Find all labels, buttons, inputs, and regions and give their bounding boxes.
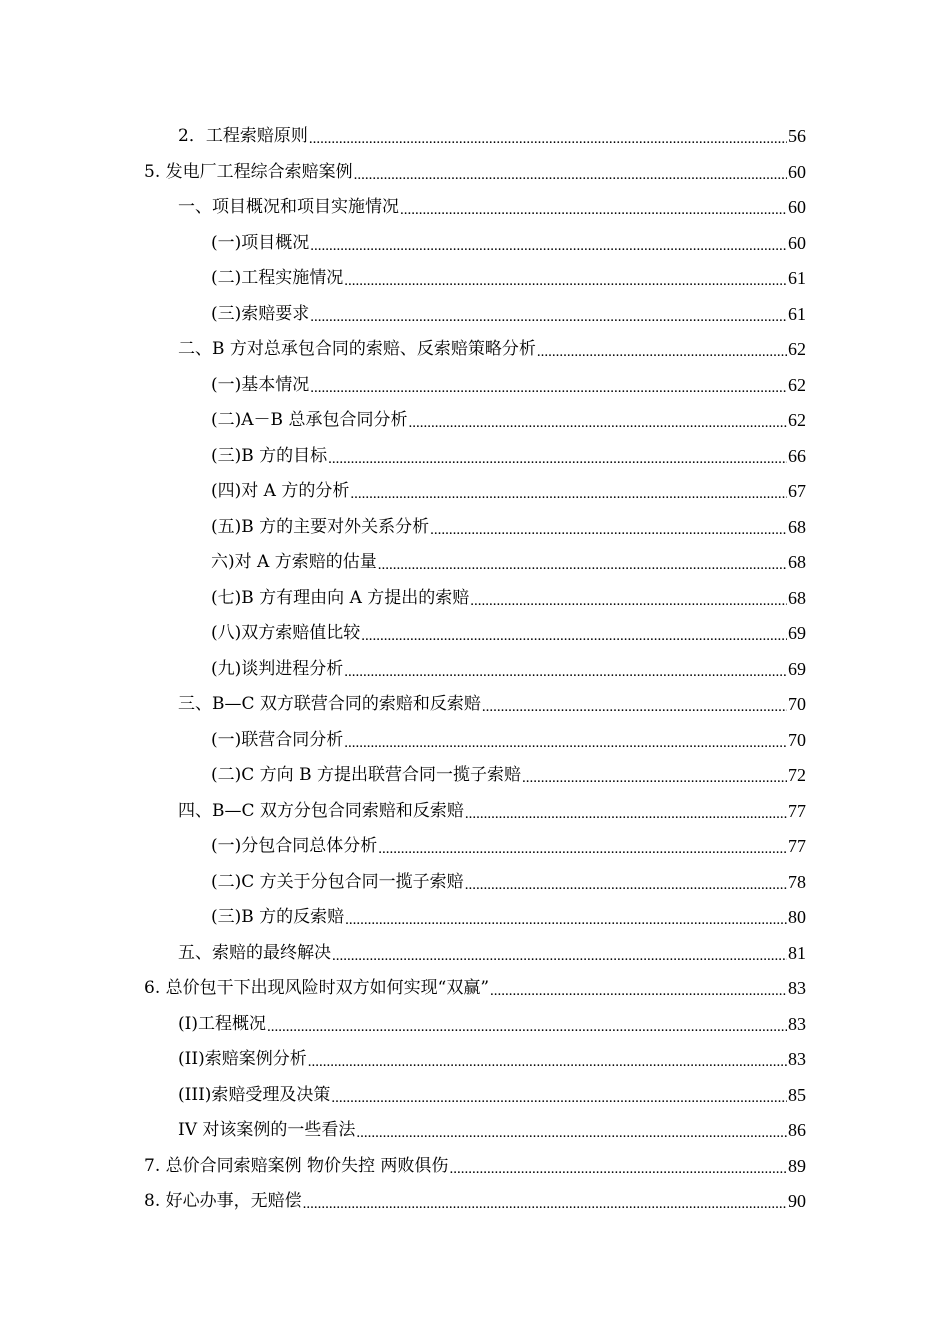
toc-entry[interactable] xyxy=(0,936,950,972)
toc-dot-leader xyxy=(332,939,787,975)
toc-dot-leader xyxy=(378,832,787,868)
toc-dot-leader xyxy=(344,726,787,762)
toc-entry-title: 5. 发电厂工程综合索赔案例 xyxy=(144,161,353,182)
toc-entry[interactable] xyxy=(0,616,950,652)
toc-entry-title: (二)C 方向 B 方提出联营合同一揽子索赔 xyxy=(211,765,521,785)
toc-entry[interactable] xyxy=(0,190,950,226)
toc-entry-page-number: 85 xyxy=(788,1084,806,1105)
toc-entry-page-number: 70 xyxy=(788,729,806,750)
toc-entry-page-number: 90 xyxy=(788,1191,806,1211)
toc-entry-page-number: 83 xyxy=(788,1013,806,1034)
toc-dot-leader xyxy=(522,761,787,797)
toc-dot-leader xyxy=(361,619,787,655)
toc-entry-title: 三、B—C 双方联营合同的索赔和反索赔 xyxy=(178,694,481,714)
toc-dot-leader xyxy=(309,122,787,158)
toc-dot-leader xyxy=(408,406,787,442)
toc-entry[interactable] xyxy=(0,652,950,688)
toc-dot-leader xyxy=(344,264,787,300)
toc-entry-title: 7. 总价合同索赔案例 物价失控 两败俱伤 xyxy=(144,1155,449,1176)
toc-entry-title: 六)对 A 方索赔的估量 xyxy=(211,552,377,572)
toc-entry-title: (五)B 方的主要对外关系分析 xyxy=(211,516,430,537)
toc-entry[interactable] xyxy=(0,545,950,581)
toc-entry-title: (三)B 方的目标 xyxy=(211,445,328,466)
toc-entry-title: (三)索赔要求 xyxy=(211,303,310,324)
toc-entry-title: 一、项目概况和项目实施情况 xyxy=(178,197,399,217)
toc-entry-title: (四)对 A 方的分析 xyxy=(211,481,350,501)
toc-entry-page-number: 89 xyxy=(788,1155,806,1176)
toc-entry-page-number: 72 xyxy=(788,765,806,785)
toc-dot-leader xyxy=(345,903,787,939)
toc-entry-page-number: 81 xyxy=(788,942,806,963)
table-of-contents xyxy=(0,119,950,1220)
toc-entry-title: (七)B 方有理由向 A 方提出的索赔 xyxy=(211,587,470,608)
toc-dot-leader xyxy=(331,1081,787,1117)
toc-entry-title: IV 对该案例的一些看法 xyxy=(178,1120,356,1140)
toc-entry-page-number: 77 xyxy=(788,836,806,856)
toc-entry-title: (一)联营合同分析 xyxy=(211,729,344,750)
toc-entry-page-number: 86 xyxy=(788,1120,806,1140)
toc-entry[interactable] xyxy=(0,332,950,368)
toc-entry-title: (二)工程实施情况 xyxy=(211,268,344,288)
toc-dot-leader xyxy=(430,513,787,549)
toc-entry[interactable] xyxy=(0,510,950,546)
toc-entry[interactable] xyxy=(0,687,950,723)
toc-dot-leader xyxy=(465,797,787,833)
toc-dot-leader xyxy=(354,158,787,194)
toc-entry[interactable] xyxy=(0,1113,950,1149)
toc-entry-page-number: 67 xyxy=(788,481,806,501)
toc-entry-page-number: 69 xyxy=(788,623,806,643)
toc-entry[interactable] xyxy=(0,900,950,936)
toc-entry-page-number: 68 xyxy=(788,587,806,608)
toc-entry-page-number: 69 xyxy=(788,658,806,679)
toc-entry-page-number: 83 xyxy=(788,978,806,998)
toc-entry[interactable] xyxy=(0,155,950,191)
toc-entry-title: (八)双方索赔值比较 xyxy=(211,623,361,643)
toc-entry-page-number: 62 xyxy=(788,410,806,430)
toc-entry[interactable] xyxy=(0,865,950,901)
toc-dot-leader xyxy=(537,335,787,371)
toc-entry-title: 6. 总价包干下出现风险时双方如何实现“双赢” xyxy=(144,978,490,998)
toc-entry-page-number: 77 xyxy=(788,800,806,821)
toc-entry-title: (一)项目概况 xyxy=(211,232,310,253)
toc-dot-leader xyxy=(310,229,787,265)
toc-entry[interactable] xyxy=(0,226,950,262)
toc-dot-leader xyxy=(267,1010,787,1046)
toc-dot-leader xyxy=(350,477,787,513)
toc-entry-title: (一)基本情况 xyxy=(211,374,310,395)
toc-dot-leader xyxy=(449,1152,787,1188)
toc-entry[interactable] xyxy=(0,1042,950,1078)
toc-entry[interactable] xyxy=(0,261,950,297)
toc-dot-leader xyxy=(356,1116,787,1152)
toc-dot-leader xyxy=(490,974,787,1010)
toc-entry-page-number: 60 xyxy=(788,161,806,182)
toc-entry-page-number: 83 xyxy=(788,1049,806,1069)
toc-entry[interactable] xyxy=(0,474,950,510)
toc-entry[interactable] xyxy=(0,758,950,794)
toc-entry-title: (一)分包合同总体分析 xyxy=(211,836,378,856)
toc-entry-title: 2．工程索赔原则 xyxy=(178,126,308,146)
toc-entry[interactable] xyxy=(0,439,950,475)
toc-entry-page-number: 56 xyxy=(788,126,806,146)
toc-dot-leader xyxy=(465,868,787,904)
toc-entry[interactable] xyxy=(0,829,950,865)
toc-dot-leader xyxy=(310,371,787,407)
toc-entry[interactable] xyxy=(0,971,950,1007)
toc-entry-title: (二)A－B 总承包合同分析 xyxy=(211,410,408,430)
toc-dot-leader xyxy=(482,690,787,726)
toc-entry[interactable] xyxy=(0,1149,950,1185)
toc-dot-leader xyxy=(303,1187,787,1223)
toc-entry[interactable] xyxy=(0,1184,950,1220)
toc-entry-title: (二)C 方关于分包合同一揽子索赔 xyxy=(211,871,464,892)
toc-dot-leader xyxy=(344,655,787,691)
toc-entry[interactable] xyxy=(0,403,950,439)
toc-entry-title: (三)B 方的反索赔 xyxy=(211,907,345,927)
toc-entry-page-number: 70 xyxy=(788,694,806,714)
toc-entry-title: (III)索赔受理及决策 xyxy=(178,1084,331,1105)
toc-dot-leader xyxy=(308,1045,787,1081)
toc-entry-title: 8. 好心办事，无赔偿 xyxy=(144,1191,302,1211)
toc-entry-page-number: 61 xyxy=(788,303,806,324)
toc-entry-page-number: 61 xyxy=(788,268,806,288)
toc-entry[interactable] xyxy=(0,723,950,759)
toc-entry-title: (九)谈判进程分析 xyxy=(211,658,344,679)
toc-dot-leader xyxy=(328,442,787,478)
toc-entry-title: 五、索赔的最终解决 xyxy=(178,942,331,963)
toc-entry-title: 四、B—C 双方分包合同索赔和反索赔 xyxy=(178,800,464,821)
toc-entry[interactable] xyxy=(0,581,950,617)
toc-entry-page-number: 62 xyxy=(788,339,806,359)
toc-entry-page-number: 66 xyxy=(788,445,806,466)
toc-entry-page-number: 78 xyxy=(788,871,806,892)
toc-dot-leader xyxy=(378,548,787,584)
toc-entry-title: (I)工程概况 xyxy=(178,1013,266,1034)
toc-dot-leader xyxy=(400,193,787,229)
toc-entry-page-number: 62 xyxy=(788,374,806,395)
toc-entry[interactable] xyxy=(0,1007,950,1043)
toc-entry-title: 二、B 方对总承包合同的索赔、反索赔策略分析 xyxy=(178,339,536,359)
toc-entry[interactable] xyxy=(0,119,950,155)
toc-entry-page-number: 60 xyxy=(788,197,806,217)
toc-dot-leader xyxy=(310,300,787,336)
toc-dot-leader xyxy=(470,584,787,620)
toc-entry[interactable] xyxy=(0,297,950,333)
toc-entry-title: (II)索赔案例分析 xyxy=(178,1049,307,1069)
toc-entry[interactable] xyxy=(0,1078,950,1114)
toc-entry[interactable] xyxy=(0,368,950,404)
toc-entry-page-number: 80 xyxy=(788,907,806,927)
toc-entry-page-number: 60 xyxy=(788,232,806,253)
toc-entry-page-number: 68 xyxy=(788,516,806,537)
toc-entry[interactable] xyxy=(0,794,950,830)
toc-entry-page-number: 68 xyxy=(788,552,806,572)
